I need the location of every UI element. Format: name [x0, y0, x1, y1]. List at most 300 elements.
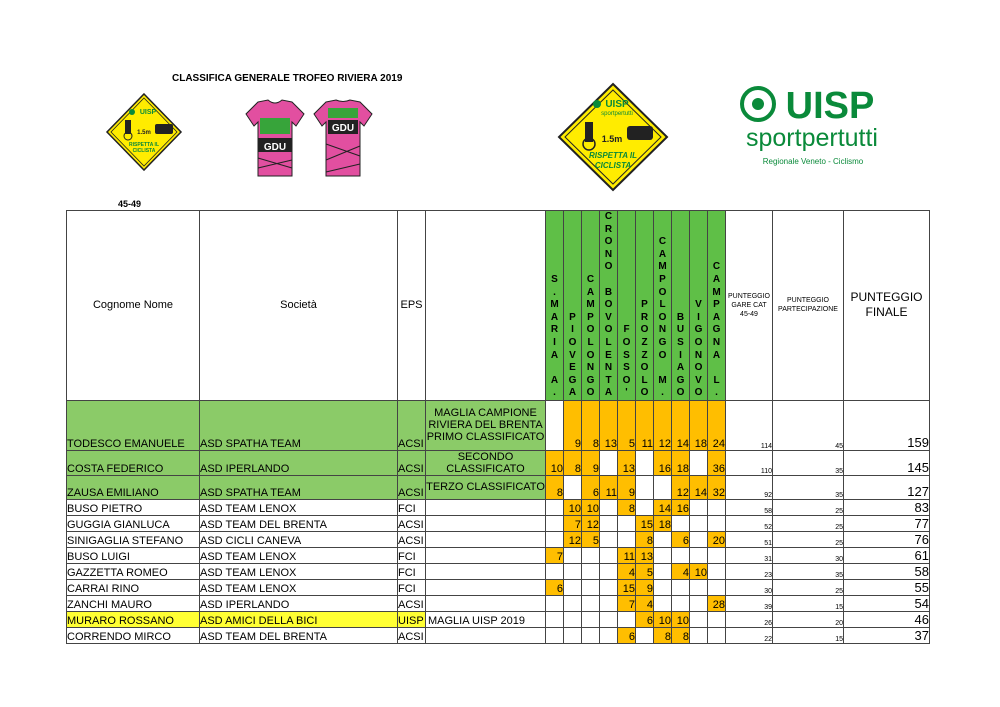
table-row	[67, 515, 930, 531]
cell-eps: FCI	[398, 547, 426, 563]
cell-race-score: 4	[636, 595, 654, 611]
cell-race-score: 11	[618, 547, 636, 563]
race-letter: A	[550, 311, 559, 323]
race-letter: M	[712, 286, 721, 298]
sign-brand: UISP	[139, 109, 157, 116]
cell-name: SINIGAGLIA STEFANO	[67, 531, 200, 547]
race-letter: C	[604, 211, 613, 222]
header-race-1	[546, 211, 564, 401]
cell-eps: ACSI	[398, 450, 426, 475]
race-letter: P	[569, 311, 576, 323]
cell-race-score: 12	[654, 400, 672, 450]
race-letter: O	[658, 349, 667, 361]
sign-large-distance: 1.5m	[601, 134, 623, 144]
race-letter: C	[658, 236, 667, 248]
race-letter: P	[587, 311, 594, 323]
cell-race-score: 8	[564, 450, 582, 475]
race-letter: E	[605, 349, 612, 361]
cell-gare: 51	[726, 531, 773, 547]
cell-note: MAGLIA UISP 2019	[426, 611, 546, 627]
race-letter: S	[551, 273, 558, 285]
race-letter: N	[604, 248, 613, 260]
cell-race-score	[690, 627, 708, 643]
cell-final: 83	[844, 499, 930, 515]
cell-race-score: 18	[690, 400, 708, 450]
cell-race-score	[564, 547, 582, 563]
cell-race-score	[708, 611, 726, 627]
cell-race-score: 15	[636, 515, 654, 531]
race-letter: A	[712, 273, 721, 285]
cell-race-score: 8	[618, 499, 636, 515]
table-row	[67, 547, 930, 563]
race-letter: V	[605, 311, 612, 323]
cell-race-score: 28	[708, 595, 726, 611]
cell-race-score	[618, 531, 636, 547]
cell-partecipazione: 25	[773, 499, 844, 515]
cell-race-score: 6	[672, 531, 690, 547]
cell-society: ASD TEAM LENOX	[200, 547, 398, 563]
cell-eps: ACSI	[398, 475, 426, 499]
cell-society: ASD TEAM LENOX	[200, 499, 398, 515]
cell-name: GUGGIA GIANLUCA	[67, 515, 200, 531]
cell-race-score	[546, 611, 564, 627]
svg-text:RISPETTA IL: RISPETTA IL	[589, 151, 637, 160]
cell-race-score: 11	[600, 475, 618, 499]
cell-race-score	[600, 515, 618, 531]
header-name: Cognome Nome	[67, 211, 200, 401]
cell-gare: 39	[726, 595, 773, 611]
cell-gare: 92	[726, 475, 773, 499]
cell-gare: 52	[726, 515, 773, 531]
race-letter: O	[640, 362, 649, 374]
race-letter: O	[604, 261, 613, 273]
cell-race-score	[582, 579, 600, 595]
table-row	[67, 595, 930, 611]
race-letter: V	[695, 299, 702, 311]
cell-race-score: 7	[618, 595, 636, 611]
cell-note: SECONDO CLASSIFICATO	[426, 450, 546, 475]
cell-race-score	[654, 531, 672, 547]
cell-race-score: 13	[636, 547, 654, 563]
cell-race-score: 16	[672, 499, 690, 515]
cell-name: BUSO PIETRO	[67, 499, 200, 515]
cell-race-score	[582, 595, 600, 611]
race-letter: Z	[641, 349, 648, 361]
race-letter: S	[623, 362, 630, 374]
cell-gare: 31	[726, 547, 773, 563]
race-letter: O	[622, 336, 631, 348]
race-letter: L	[641, 374, 648, 386]
race-letter: C	[586, 273, 595, 285]
cell-race-score	[582, 627, 600, 643]
cell-race-score: 5	[582, 531, 600, 547]
race-letter: N	[712, 336, 721, 348]
cell-race-score	[708, 627, 726, 643]
table-row	[67, 499, 930, 515]
cell-race-score	[582, 611, 600, 627]
cell-final: 145	[844, 450, 930, 475]
jersey-text: GDU	[263, 142, 287, 153]
cell-final: 58	[844, 563, 930, 579]
race-letter: V	[569, 349, 576, 361]
cell-race-score	[672, 547, 690, 563]
race-letter: B	[676, 311, 685, 323]
cell-race-score: 8	[636, 531, 654, 547]
race-letter: G	[712, 324, 721, 336]
table-row	[67, 579, 930, 595]
cell-race-score	[654, 547, 672, 563]
cell-race-score	[546, 627, 564, 643]
race-letter: R	[640, 311, 649, 323]
race-letter: R	[604, 223, 613, 235]
rispetta-ciclista-sign-small	[105, 92, 183, 172]
cell-gare: 114	[726, 400, 773, 450]
header-note	[426, 211, 546, 401]
header-race-8	[672, 211, 690, 401]
race-letter: V	[695, 374, 702, 386]
cell-name: BUSO LUIGI	[67, 547, 200, 563]
header-society: Società	[200, 211, 398, 401]
cell-race-score	[672, 515, 690, 531]
cell-eps: FCI	[398, 579, 426, 595]
cell-final: 54	[844, 595, 930, 611]
category-label: 45-49	[118, 199, 142, 209]
cell-note	[426, 499, 546, 515]
cell-race-score	[564, 595, 582, 611]
cell-race-score	[564, 627, 582, 643]
cell-gare: 58	[726, 499, 773, 515]
cell-race-score: 18	[672, 450, 690, 475]
cell-gare: 110	[726, 450, 773, 475]
cell-society: ASD TEAM DEL BRENTA	[200, 627, 398, 643]
cell-race-score: 10	[654, 611, 672, 627]
race-letter: N	[604, 362, 613, 374]
cell-race-score: 10	[690, 563, 708, 579]
cell-race-score	[672, 579, 690, 595]
race-letter: A	[712, 349, 721, 361]
cell-race-score: 6	[636, 611, 654, 627]
cell-race-score	[546, 595, 564, 611]
race-letter: A	[568, 387, 577, 399]
cell-race-score	[600, 450, 618, 475]
cell-race-score: 7	[564, 515, 582, 531]
cell-eps: ACSI	[398, 595, 426, 611]
race-letter: A	[586, 286, 595, 298]
jersey-front-icon	[244, 98, 306, 178]
cell-race-score: 11	[636, 400, 654, 450]
cell-race-score	[708, 499, 726, 515]
race-letter: O	[604, 299, 613, 311]
header-race-2	[564, 211, 582, 401]
cell-race-score: 10	[546, 450, 564, 475]
race-letter: O	[694, 336, 703, 348]
cell-race-score	[582, 563, 600, 579]
race-letter: O	[568, 336, 577, 348]
race-letter: M	[586, 299, 595, 311]
race-letter: S	[623, 349, 630, 361]
svg-text:CICLISTA: CICLISTA	[132, 148, 156, 154]
race-letter: A	[676, 362, 685, 374]
cell-name: CORRENDO MIRCO	[67, 627, 200, 643]
race-letter: F	[623, 324, 630, 336]
race-letter: O	[658, 286, 667, 298]
cell-gare: 22	[726, 627, 773, 643]
cell-name: MURARO ROSSANO	[67, 611, 200, 627]
cell-race-score	[690, 499, 708, 515]
race-letter: .	[553, 387, 556, 399]
race-letter: M	[658, 374, 667, 386]
table-row	[67, 475, 930, 499]
cell-race-score: 12	[564, 531, 582, 547]
cell-race-score	[690, 611, 708, 627]
cell-name: TODESCO EMANUELE	[67, 400, 200, 450]
cell-society: ASD SPATHA TEAM	[200, 400, 398, 450]
race-letter: O	[658, 311, 667, 323]
cell-final: 77	[844, 515, 930, 531]
cell-race-score	[690, 579, 708, 595]
cell-partecipazione: 25	[773, 531, 844, 547]
cell-final: 127	[844, 475, 930, 499]
cell-race-score	[582, 547, 600, 563]
race-letter: M	[658, 261, 667, 273]
race-letter: O	[604, 236, 613, 248]
cell-race-score: 9	[564, 400, 582, 450]
cell-name: GAZZETTA ROMEO	[67, 563, 200, 579]
race-letter: A	[550, 349, 559, 361]
cell-race-score	[654, 579, 672, 595]
cell-final: 46	[844, 611, 930, 627]
header-race-10	[708, 211, 726, 401]
cell-eps: ACSI	[398, 531, 426, 547]
cell-partecipazione: 35	[773, 475, 844, 499]
cell-race-score: 16	[654, 450, 672, 475]
header-finale: PUNTEGGIO FINALE	[844, 211, 930, 401]
cell-note	[426, 515, 546, 531]
cell-race-score: 8	[546, 475, 564, 499]
race-letter: O	[586, 387, 595, 399]
cell-gare: 23	[726, 563, 773, 579]
cell-eps: ACSI	[398, 515, 426, 531]
race-letter: P	[713, 299, 720, 311]
race-letter: L	[713, 374, 720, 386]
cell-society: ASD CICLI CANEVA	[200, 531, 398, 547]
cell-name: ZANCHI MAURO	[67, 595, 200, 611]
header-partecipazione: PUNTEGGIO PARTECIPAZIONE	[773, 211, 844, 401]
cell-race-score	[600, 627, 618, 643]
jersey-back-icon	[312, 98, 374, 178]
cell-race-score	[690, 547, 708, 563]
cell-race-score	[600, 531, 618, 547]
race-letter: T	[605, 374, 612, 386]
cell-race-score	[564, 563, 582, 579]
race-letter: I	[571, 324, 574, 336]
cell-race-score: 9	[636, 579, 654, 595]
race-letter: .	[715, 387, 718, 399]
cell-race-score: 6	[618, 627, 636, 643]
header-race-6	[636, 211, 654, 401]
race-letter: M	[550, 299, 559, 311]
standings-table	[66, 210, 930, 644]
cell-race-score: 6	[582, 475, 600, 499]
cell-race-score: 14	[690, 475, 708, 499]
table-row	[67, 627, 930, 643]
cell-race-score: 7	[546, 547, 564, 563]
race-letter: Z	[641, 336, 648, 348]
cell-race-score: 12	[582, 515, 600, 531]
cell-race-score	[600, 579, 618, 595]
cell-race-score: 24	[708, 400, 726, 450]
cell-race-score: 9	[618, 475, 636, 499]
logo-region: Regionale Veneto - Ciclismo	[762, 157, 864, 166]
cell-note	[426, 531, 546, 547]
cell-race-score	[654, 563, 672, 579]
table-row	[67, 450, 930, 475]
race-letter: G	[658, 336, 667, 348]
cell-race-score	[654, 595, 672, 611]
cell-partecipazione: 15	[773, 595, 844, 611]
logo-tagline: sportpertutti	[745, 124, 879, 152]
cell-race-score: 14	[654, 499, 672, 515]
race-letter: A	[550, 374, 559, 386]
cell-final: 37	[844, 627, 930, 643]
cell-race-score: 10	[582, 499, 600, 515]
cell-society: ASD TEAM LENOX	[200, 579, 398, 595]
cell-race-score: 12	[672, 475, 690, 499]
race-letter: I	[679, 349, 682, 361]
race-letter: L	[587, 336, 594, 348]
race-letter: O	[694, 362, 703, 374]
cell-race-score	[708, 579, 726, 595]
cell-race-score	[708, 563, 726, 579]
cell-race-score: 4	[672, 563, 690, 579]
cell-race-score: 8	[654, 627, 672, 643]
cell-note	[426, 547, 546, 563]
cell-race-score	[690, 515, 708, 531]
race-letter: U	[676, 324, 685, 336]
header-race-4	[600, 211, 618, 401]
cell-race-score: 14	[672, 400, 690, 450]
cell-race-score: 8	[672, 627, 690, 643]
cell-race-score: 8	[582, 400, 600, 450]
cell-race-score	[672, 595, 690, 611]
cell-partecipazione: 20	[773, 611, 844, 627]
cell-partecipazione: 15	[773, 627, 844, 643]
race-letter: '	[625, 387, 628, 399]
cell-note	[426, 563, 546, 579]
cell-race-score: 4	[618, 563, 636, 579]
cell-race-score	[690, 595, 708, 611]
cell-society: ASD IPERLANDO	[200, 595, 398, 611]
cell-society: ASD IPERLANDO	[200, 450, 398, 475]
cell-eps: FCI	[398, 563, 426, 579]
race-letter: G	[694, 324, 703, 336]
race-letter: N	[658, 324, 667, 336]
cell-race-score: 5	[636, 563, 654, 579]
cell-race-score: 6	[546, 579, 564, 595]
cell-final: 61	[844, 547, 930, 563]
cell-race-score	[618, 611, 636, 627]
race-letter: S	[677, 336, 684, 348]
race-letter: P	[659, 273, 666, 285]
cell-race-score: 9	[582, 450, 600, 475]
race-letter	[553, 362, 556, 375]
header-race-7	[654, 211, 672, 401]
cell-partecipazione: 35	[773, 563, 844, 579]
race-letter: L	[605, 336, 612, 348]
cell-race-score	[654, 475, 672, 499]
cell-note	[426, 627, 546, 643]
cell-eps: ACSI	[398, 627, 426, 643]
cell-race-score: 18	[654, 515, 672, 531]
cell-race-score	[546, 563, 564, 579]
cell-race-score	[600, 547, 618, 563]
race-letter: O	[604, 324, 613, 336]
cell-race-score	[636, 627, 654, 643]
cell-name: COSTA FEDERICO	[67, 450, 200, 475]
cell-race-score: 15	[618, 579, 636, 595]
cell-race-score: 13	[618, 450, 636, 475]
cell-note: TERZO CLASSIFICATO	[426, 475, 546, 499]
cell-race-score	[690, 531, 708, 547]
cell-race-score: 36	[708, 450, 726, 475]
race-letter: C	[712, 261, 721, 273]
cell-partecipazione: 25	[773, 579, 844, 595]
sign-large-brand: UISP	[605, 99, 629, 110]
header-race-9	[690, 211, 708, 401]
cell-name: CARRAI RINO	[67, 579, 200, 595]
jersey-back-text: GDU	[331, 123, 355, 134]
table-row	[67, 611, 930, 627]
cell-final: 159	[844, 400, 930, 450]
header-race-3	[582, 211, 600, 401]
cell-gare: 30	[726, 579, 773, 595]
header-gare: PUNTEGGIO GARE CAT 45-49	[726, 211, 773, 401]
cell-race-score	[636, 499, 654, 515]
cell-race-score	[546, 531, 564, 547]
race-letter: A	[604, 387, 613, 399]
sign-large-sub: sportpertutti	[601, 111, 633, 117]
header-eps: EPS	[398, 211, 426, 401]
race-letter: I	[553, 336, 556, 348]
race-letter: B	[604, 286, 613, 298]
cell-society: ASD TEAM DEL BRENTA	[200, 515, 398, 531]
svg-text:RISPETTA IL: RISPETTA IL	[129, 142, 159, 148]
race-letter: O	[622, 374, 631, 386]
cell-race-score	[600, 499, 618, 515]
uisp-logo	[738, 82, 888, 172]
race-letter: .	[553, 286, 556, 298]
cell-partecipazione: 45	[773, 400, 844, 450]
cell-note	[426, 579, 546, 595]
logo-brand: UISP	[785, 85, 875, 127]
cell-race-score	[564, 611, 582, 627]
table-row	[67, 531, 930, 547]
cell-society: ASD TEAM LENOX	[200, 563, 398, 579]
race-letter: O	[586, 349, 595, 361]
cell-race-score	[546, 400, 564, 450]
cell-race-score	[636, 475, 654, 499]
header-race-5	[618, 211, 636, 401]
cell-race-score	[564, 475, 582, 499]
table-row	[67, 400, 930, 450]
race-letter: R	[550, 324, 559, 336]
race-letter	[661, 362, 664, 375]
cell-race-score	[600, 563, 618, 579]
cell-final: 55	[844, 579, 930, 595]
cell-gare: 26	[726, 611, 773, 627]
cell-name: ZAUSA EMILIANO	[67, 475, 200, 499]
svg-text:CICLISTA: CICLISTA	[594, 161, 632, 170]
